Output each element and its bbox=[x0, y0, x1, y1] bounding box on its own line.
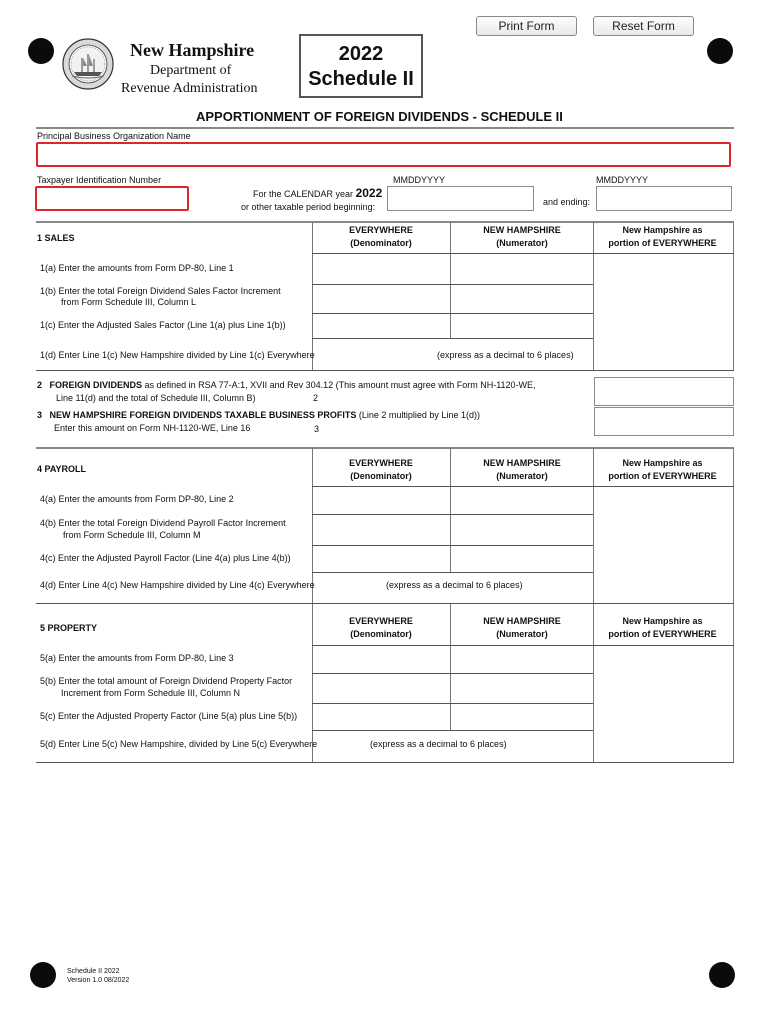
col-portion-label-1: New Hampshire as bbox=[622, 458, 703, 468]
org-name-input[interactable] bbox=[36, 142, 731, 167]
line-5b-everywhere-input[interactable] bbox=[313, 674, 450, 703]
payroll-row-line bbox=[36, 603, 734, 604]
line-5d-label: 5(d) Enter Line 5(c) New Hampshire, divided by Line 5(c) Everywhere bbox=[40, 739, 318, 749]
line-5c-everywhere-input[interactable] bbox=[313, 704, 450, 730]
col-denominator-label: (Denominator) bbox=[350, 238, 412, 248]
print-form-button[interactable]: Print Form bbox=[476, 16, 577, 36]
calendar-year-label bbox=[253, 188, 382, 200]
schedule-label: Schedule II bbox=[308, 68, 414, 90]
registration-mark-top-right bbox=[707, 38, 733, 64]
payroll-top-rule bbox=[36, 447, 734, 449]
line-2-marker: 2 bbox=[313, 393, 319, 403]
line-1d-portion-input[interactable] bbox=[594, 339, 733, 370]
line-3-number: 3 bbox=[37, 410, 43, 420]
col-denominator-label: (Denominator) bbox=[350, 629, 412, 639]
line-5a-everywhere-input[interactable] bbox=[313, 646, 450, 673]
org-name-label: Principal Business Organization Name bbox=[37, 131, 191, 141]
property-row-line bbox=[312, 730, 593, 731]
line-5b-label: 5(b) Enter the total amount of Foreign Dividend Property Factor bbox=[40, 676, 293, 686]
col-everywhere-label: EVERYWHERE bbox=[349, 225, 413, 235]
other-period-label: or other taxable period beginning: bbox=[241, 202, 376, 212]
line-1a-nh-input[interactable] bbox=[451, 255, 593, 284]
line-4a-nh-input[interactable] bbox=[451, 487, 593, 514]
line-3-desc: (Line 2 multiplied by Line 1(d)) bbox=[356, 410, 480, 420]
payroll-nh-header bbox=[452, 457, 592, 483]
line-4c-nh-input[interactable] bbox=[451, 546, 593, 572]
property-portion-header bbox=[595, 615, 730, 641]
sales-heading: 1 SALES bbox=[37, 233, 75, 243]
payroll-row-line bbox=[312, 572, 593, 573]
property-nh-header bbox=[452, 615, 592, 641]
sales-row-line bbox=[312, 253, 734, 254]
line-4d-portion-input[interactable] bbox=[594, 573, 733, 603]
payroll-portion-header bbox=[595, 457, 730, 483]
line-4c-label: 4(c) Enter the Adjusted Payroll Factor (Line 4(a) plus Line 4(b)) bbox=[40, 553, 291, 563]
sales-row-line bbox=[312, 338, 593, 339]
property-row-line bbox=[36, 762, 734, 763]
line-1b-nh-input[interactable] bbox=[451, 285, 593, 313]
sales-everywhere-header bbox=[313, 224, 449, 250]
payroll-heading: 4 PAYROLL bbox=[37, 464, 87, 474]
line-4b-nh-input[interactable] bbox=[451, 515, 593, 545]
reset-form-button[interactable]: Reset Form bbox=[593, 16, 694, 36]
year-schedule-box bbox=[299, 34, 423, 98]
col-nh-label: NEW HAMPSHIRE bbox=[483, 225, 561, 235]
ending-label: and ending: bbox=[543, 197, 591, 207]
col-portion-label-2: portion of EVERYWHERE bbox=[608, 471, 717, 481]
state-seal-logo bbox=[62, 38, 114, 90]
line-1d-label: 1(d) Enter Line 1(c) New Hampshire divided by Line 1(c) Everywhere bbox=[40, 350, 315, 360]
line-5a-label: 5(a) Enter the amounts from Form DP-80, Line 3 bbox=[40, 653, 234, 663]
registration-mark-top-left bbox=[28, 38, 54, 64]
col-numerator-label: (Numerator) bbox=[496, 238, 548, 248]
calendar-year-value: 2022 bbox=[355, 186, 383, 200]
line-1c-nh-input[interactable] bbox=[451, 314, 593, 338]
line-2-amount-input[interactable] bbox=[594, 377, 734, 406]
sales-nh-header bbox=[452, 224, 592, 250]
line-1c-everywhere-input[interactable] bbox=[313, 314, 450, 338]
line-2-number: 2 bbox=[37, 380, 43, 390]
calendar-label-text: For the CALENDAR year bbox=[253, 189, 354, 199]
col-portion-label-2: portion of EVERYWHERE bbox=[608, 629, 717, 639]
footer-schedule: Schedule II 2022 bbox=[67, 968, 120, 975]
sales-top-rule bbox=[36, 221, 734, 223]
line-1a-label: 1(a) Enter the amounts from Form DP-80, Line 1 bbox=[40, 263, 234, 273]
line-5d-decimal-note: (express as a decimal to 6 places) bbox=[370, 739, 507, 749]
line-2-text-cont: Line 11(d) and the total of Schedule III, Column B) bbox=[56, 393, 256, 403]
period-end-input[interactable] bbox=[596, 186, 732, 211]
col-numerator-label: (Numerator) bbox=[496, 629, 548, 639]
line-5d-portion-input[interactable] bbox=[594, 731, 733, 762]
line-4b-everywhere-input[interactable] bbox=[313, 515, 450, 545]
line-4b-label: 4(b) Enter the total Foreign Dividend Payroll Factor Increment bbox=[40, 518, 286, 528]
line-3-marker: 3 bbox=[314, 424, 320, 434]
col-everywhere-label: EVERYWHERE bbox=[349, 616, 413, 626]
line-4b-label-cont: from Form Schedule III, Column M bbox=[63, 530, 201, 540]
department-line: Department of bbox=[150, 63, 232, 78]
tin-input[interactable] bbox=[35, 186, 189, 211]
line-1a-everywhere-input[interactable] bbox=[313, 255, 450, 284]
line-5a-nh-input[interactable] bbox=[451, 646, 593, 673]
tin-label: Taxpayer Identification Number bbox=[37, 175, 162, 185]
line-5c-label: 5(c) Enter the Adjusted Property Factor (Line 5(a) plus Line 5(b)) bbox=[40, 711, 298, 721]
line-5c-nh-input[interactable] bbox=[451, 704, 593, 730]
line-3-text bbox=[37, 410, 480, 421]
registration-mark-bottom-right bbox=[709, 962, 735, 988]
payroll-col-divider-4 bbox=[733, 448, 734, 603]
line-3-bold: NEW HAMPSHIRE FOREIGN DIVIDENDS TAXABLE BUSINESS PROFITS bbox=[49, 410, 357, 420]
footer-version: Version 1.0 08/2022 bbox=[67, 977, 130, 984]
line-3-text-cont: Enter this amount on Form NH-1120-WE, Line 16 bbox=[54, 423, 251, 433]
registration-mark-bottom-left bbox=[30, 962, 56, 988]
property-everywhere-header bbox=[313, 615, 449, 641]
period-begin-input[interactable] bbox=[387, 186, 534, 211]
line-1b-label-cont: from Form Schedule III, Column L bbox=[61, 297, 197, 307]
col-portion-label-1: New Hampshire as bbox=[622, 225, 703, 235]
revenue-administration-line: Revenue Administration bbox=[121, 81, 258, 96]
sales-row-line bbox=[36, 370, 734, 371]
col-portion-label-1: New Hampshire as bbox=[622, 616, 703, 626]
col-nh-label: NEW HAMPSHIRE bbox=[483, 616, 561, 626]
col-numerator-label: (Numerator) bbox=[496, 471, 548, 481]
col-portion-label-2: portion of EVERYWHERE bbox=[608, 238, 717, 248]
end-date-format: MMDDYYYY bbox=[596, 175, 649, 185]
property-heading: 5 PROPERTY bbox=[40, 623, 98, 633]
line-1b-everywhere-input[interactable] bbox=[313, 285, 450, 313]
line-4d-decimal-note: (express as a decimal to 6 places) bbox=[386, 580, 523, 590]
sales-col-divider-4 bbox=[733, 222, 734, 370]
line-4a-label: 4(a) Enter the amounts from Form DP-80, Line 2 bbox=[40, 494, 234, 504]
col-nh-label: NEW HAMPSHIRE bbox=[483, 458, 561, 468]
form-year: 2022 bbox=[338, 43, 384, 65]
title-divider bbox=[36, 127, 734, 129]
line-5b-nh-input[interactable] bbox=[451, 674, 593, 703]
line-4a-everywhere-input[interactable] bbox=[313, 487, 450, 514]
line-1c-label: 1(c) Enter the Adjusted Sales Factor (Line 1(a) plus Line 1(b)) bbox=[40, 320, 286, 330]
state-name: New Hampshire bbox=[130, 40, 255, 60]
line-5b-label-cont: Increment from Form Schedule III, Column N bbox=[61, 688, 241, 698]
col-everywhere-label: EVERYWHERE bbox=[349, 458, 413, 468]
line-4d-label: 4(d) Enter Line 4(c) New Hampshire divided by Line 4(c) Everywhere bbox=[40, 580, 315, 590]
sales-portion-header bbox=[595, 224, 730, 250]
property-col-divider-4 bbox=[733, 604, 734, 762]
line-3-amount-input[interactable] bbox=[594, 407, 734, 436]
col-denominator-label: (Denominator) bbox=[350, 471, 412, 481]
line-1d-decimal-note: (express as a decimal to 6 places) bbox=[437, 350, 574, 360]
payroll-everywhere-header bbox=[313, 457, 449, 483]
line-2-text bbox=[37, 380, 536, 391]
form-title: APPORTIONMENT OF FOREIGN DIVIDENDS - SCHEDULE II bbox=[196, 109, 563, 124]
line-1b-label: 1(b) Enter the total Foreign Dividend Sales Factor Increment bbox=[40, 286, 281, 296]
line-2-desc: as defined in RSA 77-A:1, XVII and Rev 304.12 (This amount must agree with Form NH-1120-WE, bbox=[142, 380, 536, 390]
start-date-format: MMDDYYYY bbox=[393, 175, 446, 185]
line-2-bold: FOREIGN DIVIDENDS bbox=[49, 380, 143, 390]
line-4c-everywhere-input[interactable] bbox=[313, 546, 450, 572]
